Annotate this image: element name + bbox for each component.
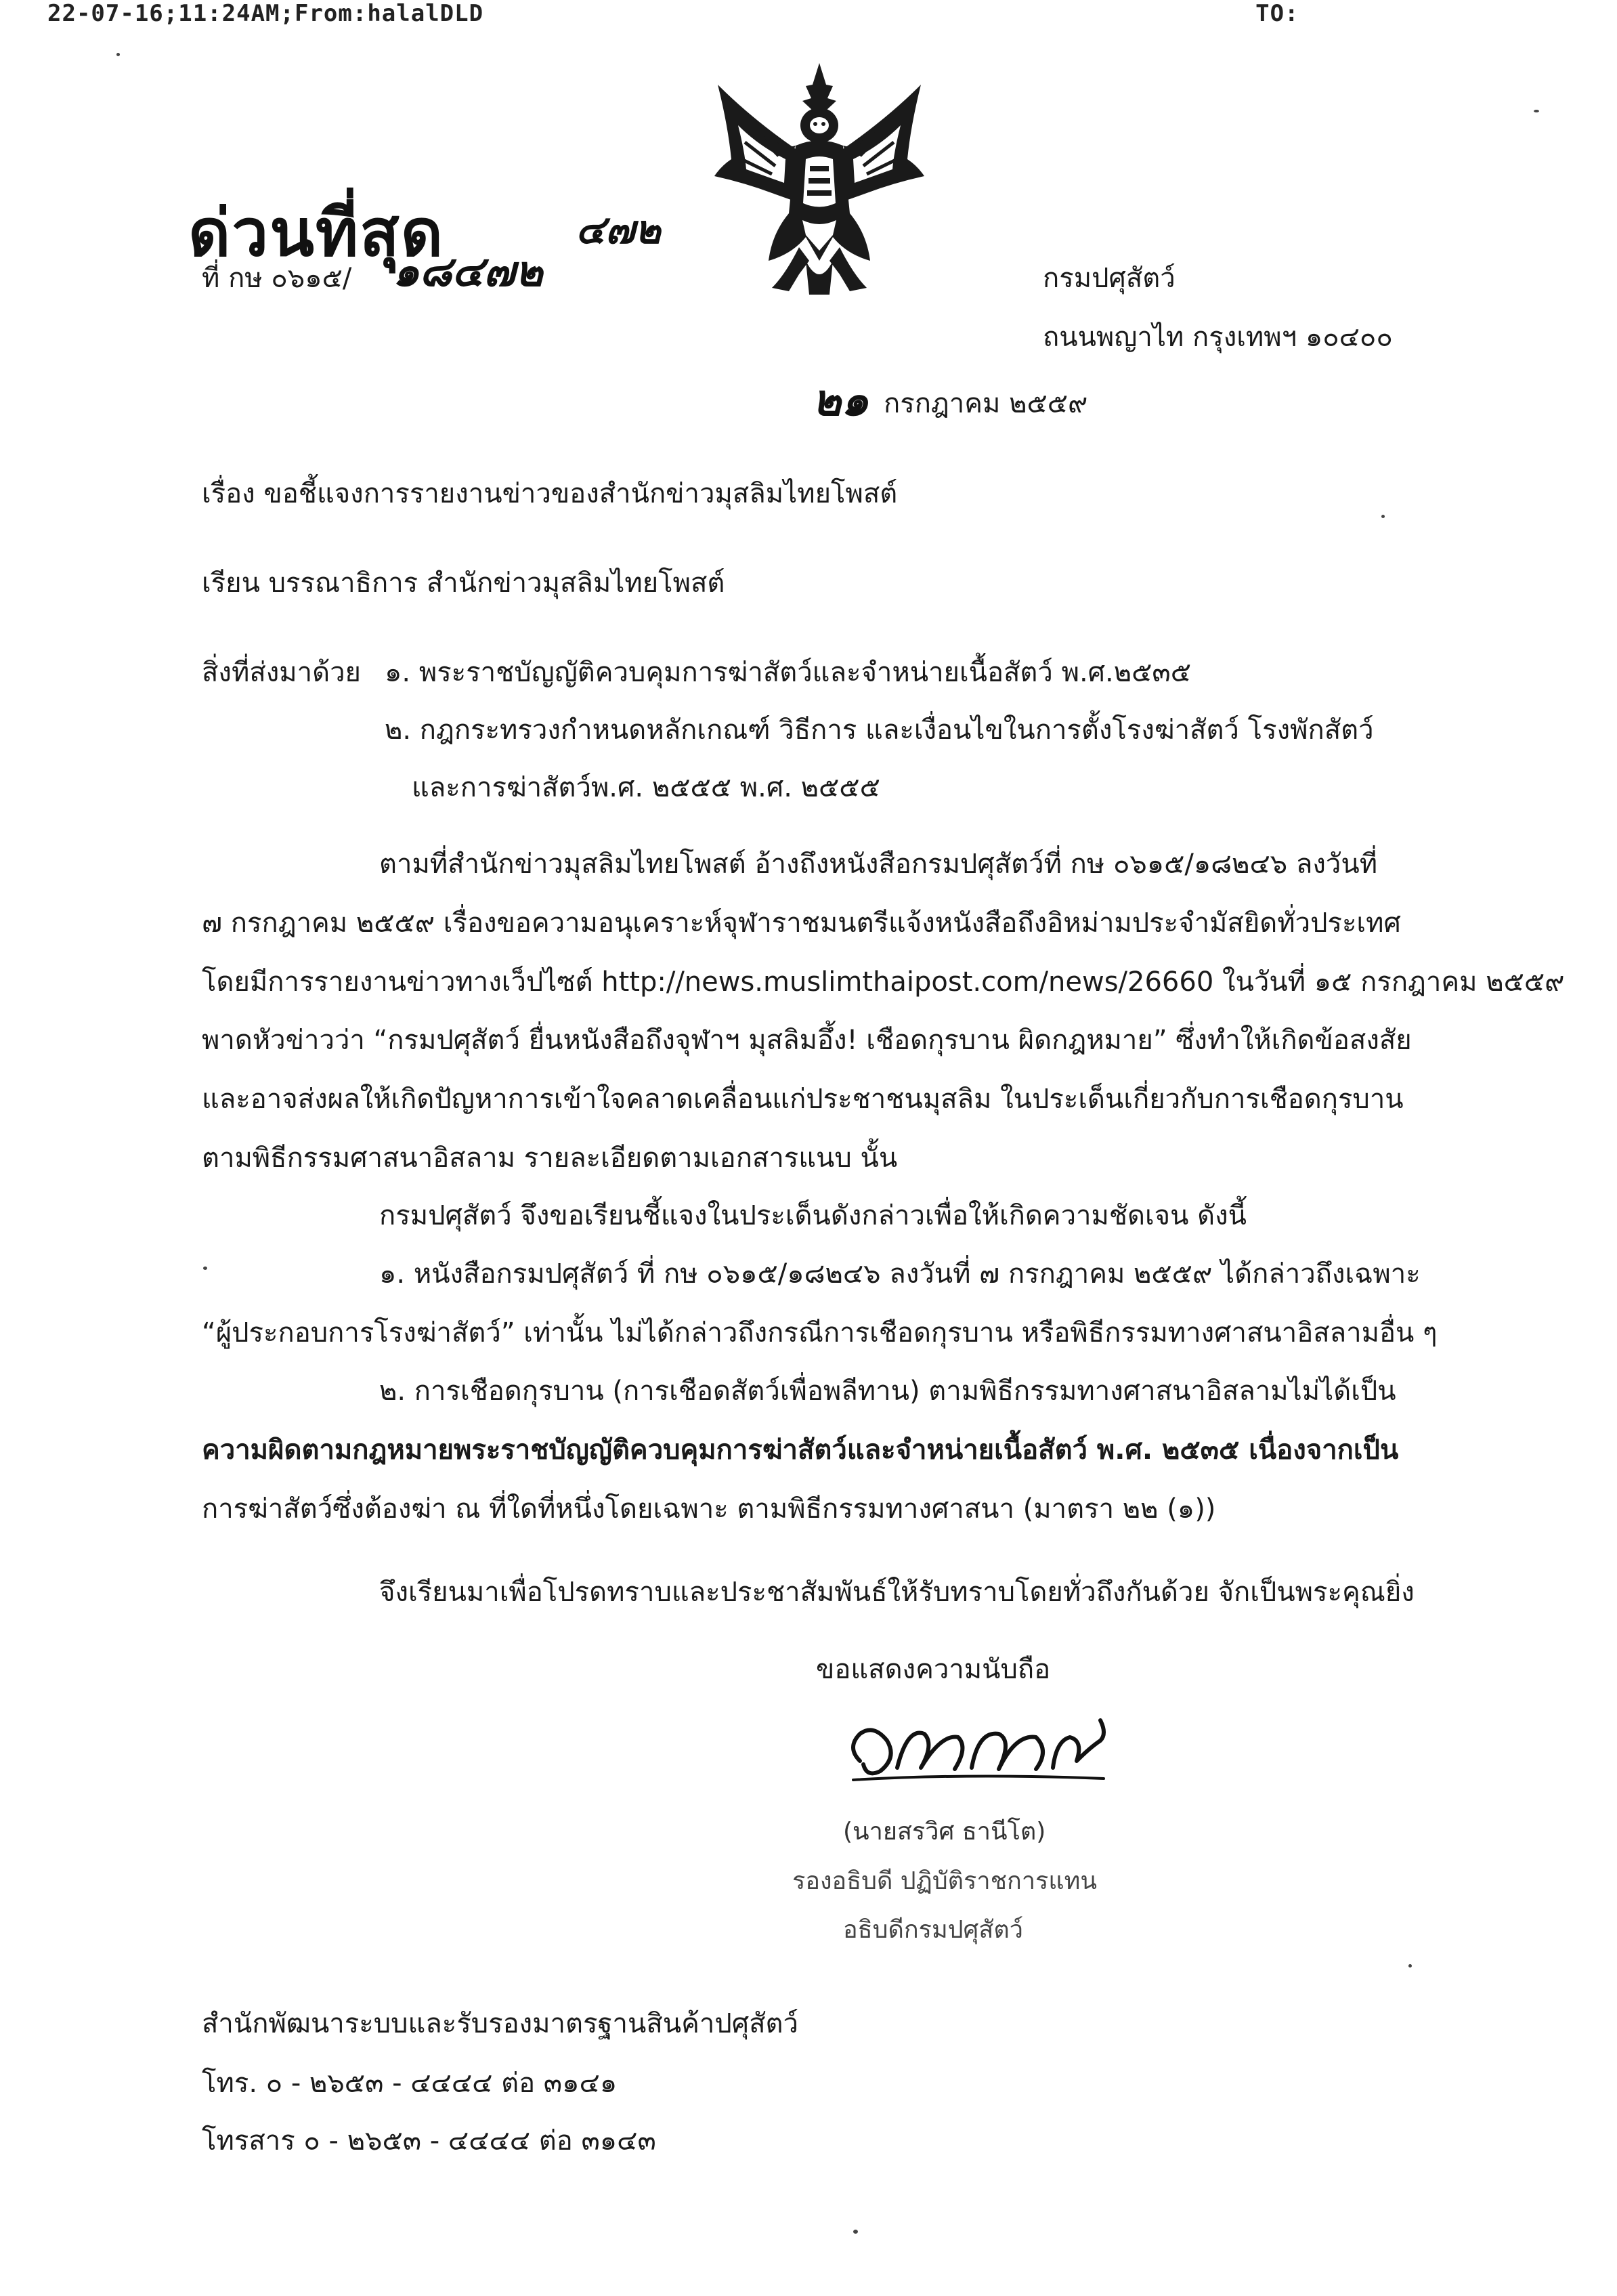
addressee-line: เรียน บรรณาธิการ สำนักข่าวมุสลิมไทยโพสต์: [202, 568, 725, 599]
body-paragraph-1-line: พาดหัวข่าวว่า “กรมปศุสัตว์ ยื่นหนังสือถึงจุฬาฯ มุสลิมอึ้ง! เชือดกุรบาน ผิดกฎหมาย” ซึ่งทำให้เกิดข้อสงสัย: [202, 1025, 1412, 1056]
body-point-2-line: การฆ่าสัตว์ซึ่งต้องฆ่า ณ ที่ใดที่หนึ่งโดยเฉพาะ ตามพิธีกรรมทางศาสนา (มาตรา ๒๒ (๑)): [202, 1493, 1216, 1525]
body-point-1-line: ๑. หนังสือกรมปศุสัตว์ ที่ กษ ๐๖๑๕/๑๘๒๔๖ ลงวันที่ ๗ กรกฎาคม ๒๕๕๙ ได้กล่าวถึงเฉพาะ: [379, 1258, 1421, 1290]
body-paragraph-1-line: และอาจส่งผลให้เกิดปัญหาการเข้าใจคลาดเคลื่อนแก่ประชาชนมุสลิม ในประเด็นเกี่ยวกับการเชือดกุรบาน: [202, 1084, 1404, 1115]
contact-telephone: โทร. ๐ - ๒๖๕๓ - ๔๔๔๔ ต่อ ๓๑๔๑: [202, 2068, 618, 2099]
body-point-1-line: “ผู้ประกอบการโรงฆ่าสัตว์” เท่านั้น ไม่ได้กล่าวถึงกรณีการเชือดกุรบาน หรือพิธีกรรมทางศาสนาอิสลามอื่น ๆ: [202, 1317, 1438, 1348]
signatory-position-title: อธิบดีกรมปศุสัตว์: [843, 1916, 1023, 1944]
enclosure-item-1: ๑. พระราชบัญญัติควบคุมการฆ่าสัตว์และจำหน่ายเนื้อสัตว์ พ.ศ.๒๕๓๕: [385, 657, 1192, 688]
enclosures-label: สิ่งที่ส่งมาด้วย: [202, 657, 361, 688]
body-paragraph-1-line: โดยมีการรายงานข่าวทางเว็ปไซต์ http://news.muslimthaipost.com/news/26660 ในวันที่ ๑๕ กรกฎาคม ๒๕๕๙: [202, 966, 1565, 998]
contact-fax: โทรสาร ๐ - ๒๖๕๓ - ๔๔๔๔ ต่อ ๓๑๔๓: [202, 2125, 656, 2156]
handwritten-signature-icon: [833, 1693, 1144, 1795]
urgency-handwritten-number: ๔๗๒: [576, 207, 661, 253]
body-closing-paragraph: จึงเรียนมาเพื่อโปรดทราบและประชาสัมพันธ์ให้รับทราบโดยทั่วถึงกันด้วย จักเป็นพระคุณยิ่ง: [379, 1577, 1415, 1608]
sender-address: ถนนพญาไท กรุงเทพฯ ๑๐๔๐๐: [1043, 322, 1393, 353]
enclosure-item-2-continued: และการฆ่าสัตว์พ.ศ. ๒๕๕๕ พ.ศ. ๒๕๕๕: [412, 772, 880, 803]
reference-handwritten-number: ๑๘๔๗๒: [393, 247, 543, 296]
scan-speck: [853, 2230, 858, 2234]
contact-office: สำนักพัฒนาระบบและรับรองมาตรฐานสินค้าปศุสัตว์: [202, 2008, 798, 2039]
letter-date: กรกฎาคม ๒๕๕๙: [884, 388, 1088, 419]
date-handwritten-day: ๒๑: [813, 375, 869, 426]
subject-line: เรื่อง ขอชี้แจงการรายงานข่าวของสำนักข่าวมุสลิมไทยโพสต์: [202, 478, 898, 509]
body-paragraph-1-line: ๗ กรกฎาคม ๒๕๕๙ เรื่องขอความอนุเคราะห์จุฬาราชมนตรีแจ้งหนังสือถึงอิหม่ามประจำมัสยิดทั่วประเทศ: [202, 908, 1401, 939]
signatory-position: รองอธิบดี ปฏิบัติราชการแทน: [792, 1867, 1097, 1895]
scan-speck: [1381, 515, 1385, 518]
scan-speck: [203, 1267, 207, 1270]
fax-header-left: 22-07-16;11:24AM;From:halalDLD: [47, 0, 484, 27]
enclosure-item-2: ๒. กฎกระทรวงกำหนดหลักเกณฑ์ วิธีการ และเงื่อนไขในการตั้งโรงฆ่าสัตว์ โรงพักสัตว์: [385, 715, 1374, 746]
garuda-emblem-icon: [704, 58, 934, 301]
body-paragraph-1-line: ตามที่สำนักข่าวมุสลิมไทยโพสต์ อ้างถึงหนังสือกรมปศุสัตว์ที่ กษ ๐๖๑๕/๑๘๒๔๖ ลงวันที่: [379, 849, 1378, 880]
urgency-stamp: ด่วนที่สุด: [188, 194, 445, 271]
body-paragraph-1-line: ตามพิธีกรรมศาสนาอิสลาม รายละเอียดตามเอกสารแนบ นั้น: [202, 1143, 898, 1174]
reference-number: ที่ กษ ๐๖๑๕/: [202, 263, 352, 294]
body-point-2-line: ความผิดตามกฎหมายพระราชบัญญัติควบคุมการฆ่าสัตว์และจำหน่ายเนื้อสัตว์ พ.ศ. ๒๕๓๕ เนื่องจากเป็น: [202, 1434, 1399, 1466]
body-paragraph-2: กรมปศุสัตว์ จึงขอเรียนชี้แจงในประเด็นดังกล่าวเพื่อให้เกิดความชัดเจน ดังนี้: [379, 1200, 1247, 1231]
signatory-name: (นายสรวิศ ธานีโต): [843, 1818, 1046, 1846]
scan-speck: [1408, 1964, 1412, 1968]
body-point-2-line: ๒. การเชือดกุรบาน (การเชือดสัตว์เพื่อพลีทาน) ตามพิธีกรรมทางศาสนาอิสลามไม่ได้เป็น: [379, 1376, 1396, 1407]
scan-speck: [1534, 110, 1539, 112]
scan-speck: [116, 53, 120, 56]
fax-header-to: TO:: [1255, 0, 1299, 27]
closing-salutation: ขอแสดงความนับถือ: [816, 1654, 1051, 1685]
fax-transmission-header: [47, 0, 1299, 27]
sender-department: กรมปศุสัตว์: [1043, 263, 1176, 294]
